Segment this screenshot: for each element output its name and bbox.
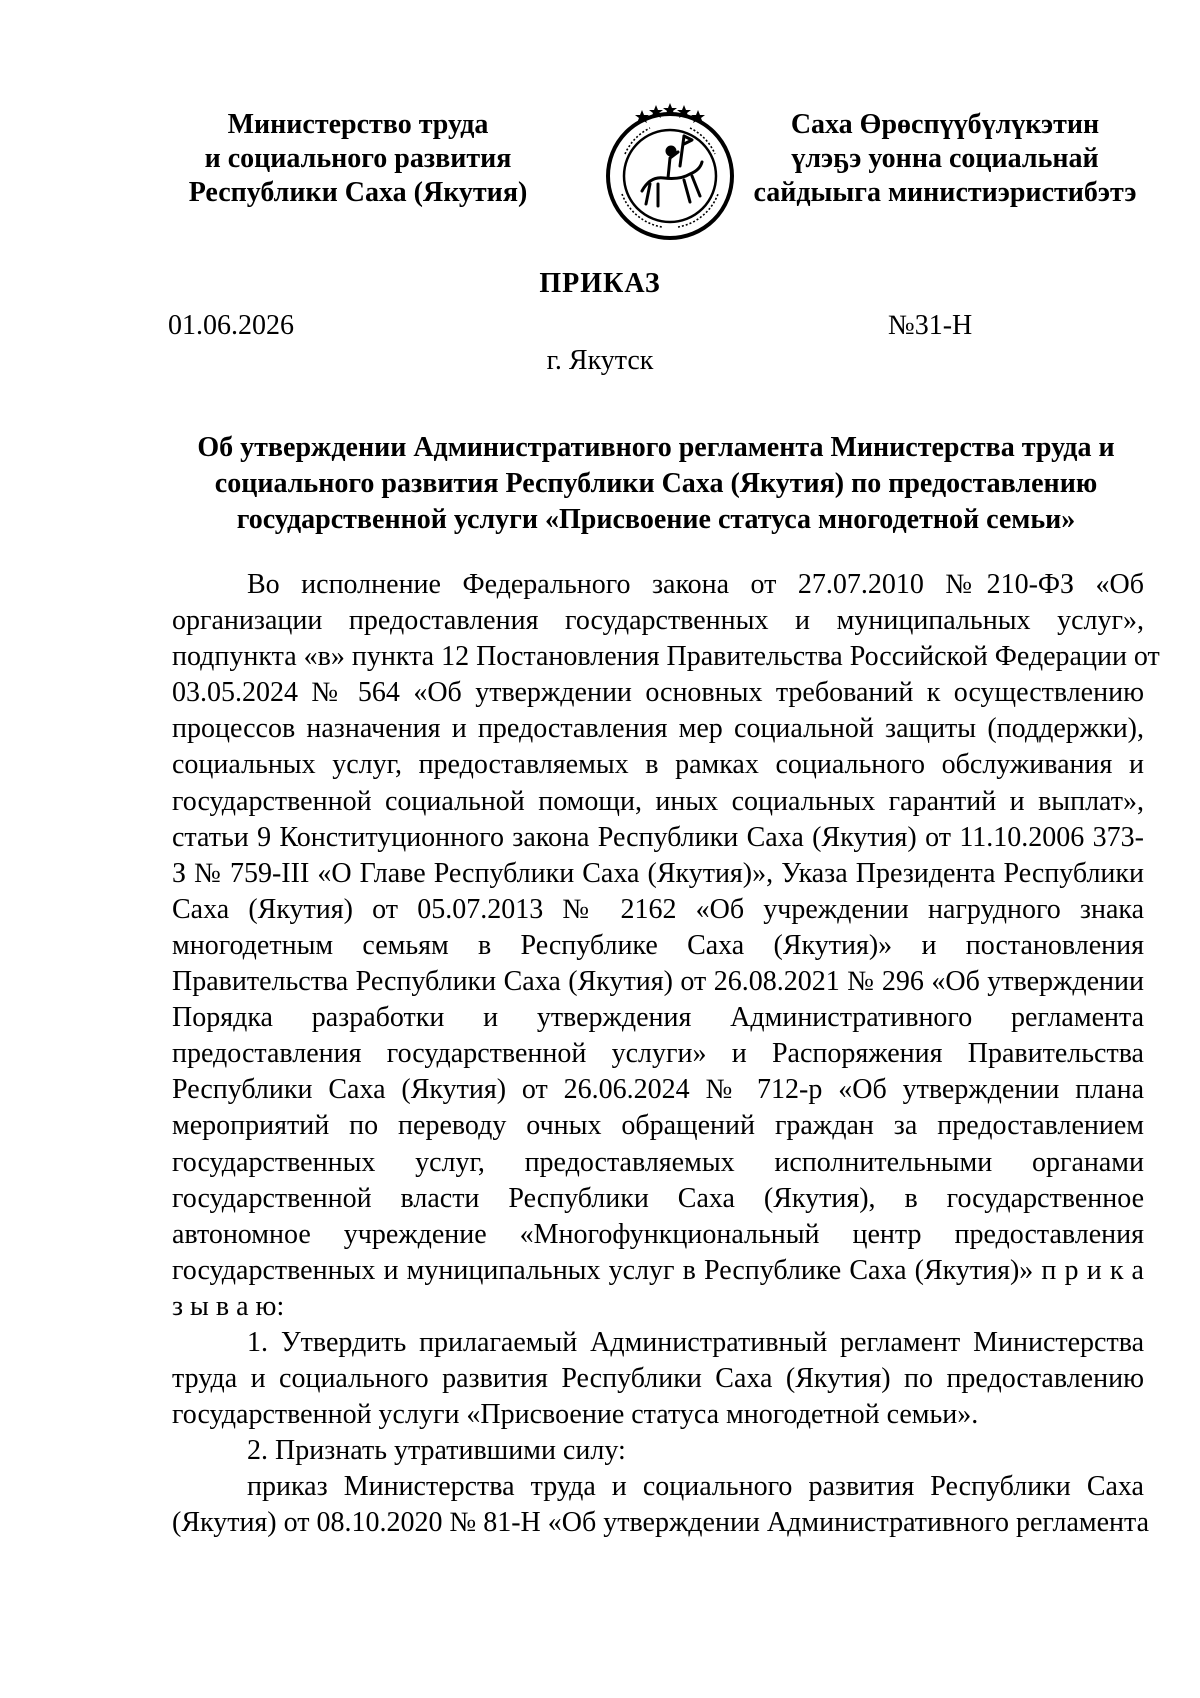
body-line: Республики Саха (Якутия) от 26.06.2024 № 712-р «Об утверждении плана xyxy=(172,1074,1144,1106)
body-line: з ы в а ю: xyxy=(172,1290,285,1322)
body-line: (Якутия) от 08.10.2020 № 81-Н «Об утверждении Административного регламента xyxy=(172,1507,1150,1539)
body-line: процессов назначения и предоставления мер социальной защиты (поддержки), xyxy=(172,713,1144,745)
subject-line: социального развития Республики Саха (Якутия) по предоставлению xyxy=(214,468,1098,499)
body-line: многодетным семьям в Республике Саха (Якутия)» и постановления xyxy=(172,929,1144,961)
document-type-title: ПРИКАЗ xyxy=(539,268,661,299)
body-line: государственных услуг, предоставляемых исполнительными органами xyxy=(172,1146,1144,1178)
body-line: государственных и муниципальных услуг в Республике Саха (Якутия)» п р и к а xyxy=(172,1254,1144,1286)
body-line: государственной услуги «Присвоение статуса многодетной семьи». xyxy=(172,1399,979,1431)
order-item-1: 1. Утвердить прилагаемый Административный регламент Министерства xyxy=(247,1326,1144,1358)
body-line: Саха (Якутия) от 05.07.2013 № 2162 «Об учреждении нагрудного знака xyxy=(172,893,1144,925)
body-line: Правительства Республики Саха (Якутия) от 26.08.2021 № 296 «Об утверждении xyxy=(172,966,1144,998)
ministry-name-sakha xyxy=(745,108,1145,210)
body-line: труда и социального развития Республики Саха (Якутия) по предоставлению xyxy=(172,1363,1144,1395)
order-city: г. Якутск xyxy=(546,345,654,376)
ministry-name-line: Республики Саха (Якутия) xyxy=(188,177,528,208)
body-line: автономное учреждение «Многофункциональный центр предоставления xyxy=(172,1218,1144,1250)
body-line: государственной власти Республики Саха (Якутия), в государственное xyxy=(172,1182,1144,1214)
ministry-name-russian xyxy=(168,108,548,210)
body-line: З № 759-III «О Главе Республики Саха (Якутия)», Указа Президента Республики xyxy=(172,857,1144,889)
order-subject xyxy=(168,430,1144,538)
body-line: Во исполнение Федерального закона от 27.07.2010 №210-ФЗ «Об xyxy=(247,569,1144,600)
ministry-name-line: сайдыыга министиэристибэтэ xyxy=(753,177,1137,208)
ministry-name-line: үлэҕэ уонна социальнай xyxy=(791,143,1099,174)
ministry-name-line: и социального развития xyxy=(204,143,512,174)
body-line: предоставления государственной услуги» и Распоряжения Правительства xyxy=(172,1038,1144,1070)
order-item-2: 2. Признать утратившими силу: xyxy=(247,1435,626,1467)
body-line: Порядка разработки и утверждения Административного регламента xyxy=(172,1002,1144,1034)
order-date: 01.06.2026 xyxy=(168,310,294,341)
body-line: 03.05.2024 № 564 «Об утверждении основных требований к осуществлению xyxy=(172,677,1144,709)
subject-line: Об утверждении Административного регламента Министерства труда и xyxy=(197,432,1115,463)
body-line: приказ Министерства труда и социального развития Республики Саха xyxy=(247,1471,1144,1503)
sakha-republic-coat-of-arms-icon xyxy=(592,96,748,252)
body-line: организации предоставления государственных и муниципальных услуг», xyxy=(172,605,1144,637)
body-line: социальных услуг, предоставляемых в рамках социального обслуживания и xyxy=(172,749,1144,781)
body-line: мероприятий по переводу очных обращений граждан за предоставлением xyxy=(172,1110,1144,1142)
body-line: подпункта «в» пункта 12 Постановления Правительства Российской Федерации от xyxy=(172,641,1160,673)
ministry-name-line: Саха Өрөспүүбүлүкэтин xyxy=(790,109,1100,140)
body-line: государственной социальной помощи, иных социальных гарантий и выплат», xyxy=(172,785,1144,817)
order-number: №31-Н xyxy=(888,310,973,341)
ministry-name-line: Министерство труда xyxy=(227,109,489,140)
order-body xyxy=(172,567,1160,1542)
subject-line: государственной услуги «Присвоение статуса многодетной семьи» xyxy=(236,504,1076,535)
body-line: статьи 9 Конституционного закона Республики Саха (Якутия) от 11.10.2006 373- xyxy=(172,821,1144,853)
